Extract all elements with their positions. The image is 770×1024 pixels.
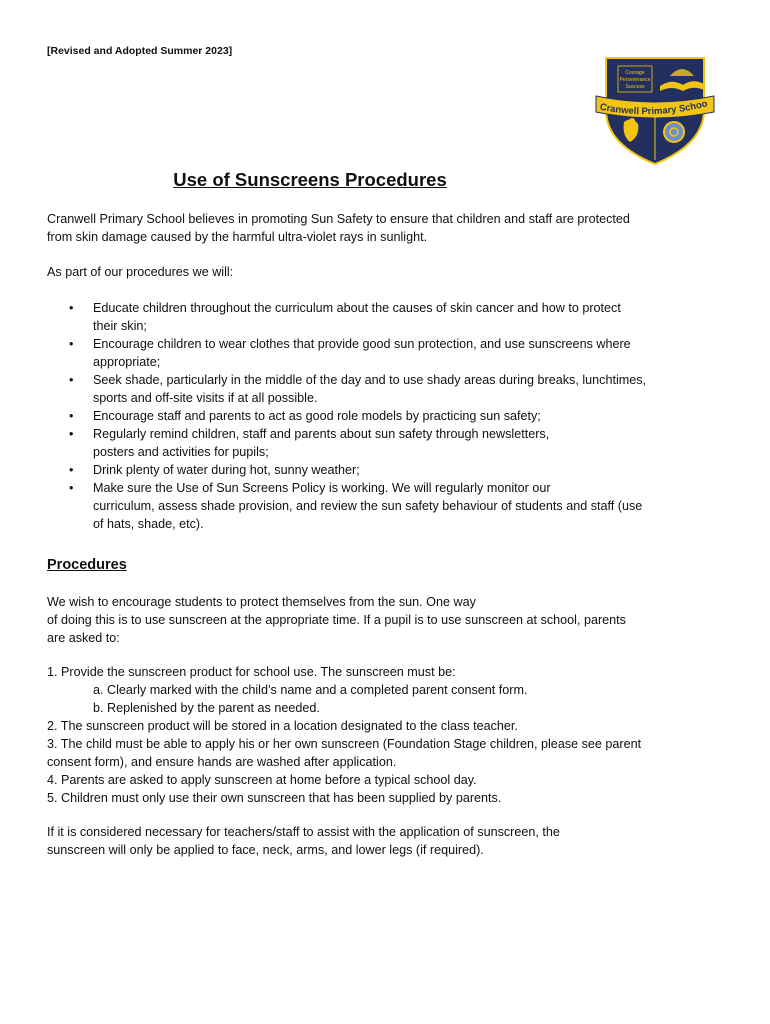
bullet-icon: • <box>69 301 74 315</box>
list-item <box>47 461 727 479</box>
crest-motto-3: Success <box>625 84 645 90</box>
school-crest-logo <box>594 52 716 167</box>
crest-banner: Cranwell Primary Schoo <box>598 98 709 118</box>
intro-line: from skin damage caused by the harmful ultra-violet rays in sunlight. <box>47 230 428 244</box>
intro-line: Cranwell Primary School believes in promoting Sun Safety to ensure that children and staff are protected <box>47 212 630 226</box>
bullet-icon: • <box>69 481 74 495</box>
step-line: 1. Provide the sunscreen product for school use. The sunscreen must be: <box>47 665 456 679</box>
closing-paragraph <box>47 823 727 859</box>
sub-step-line: a. Clearly marked with the child’s name and a completed parent consent form. <box>93 683 528 697</box>
list-item-line: curriculum, assess shade provision, and review the sun safety behaviour of students and staff (use <box>93 499 643 513</box>
step-line: 5. Children must only use their own sunscreen that has been supplied by parents. <box>47 791 502 805</box>
list-item-line: appropriate; <box>93 355 161 369</box>
list-item <box>47 425 727 461</box>
list-item-line: Drink plenty of water during hot, sunny weather; <box>93 463 360 477</box>
list-item-line: posters and activities for pupils; <box>93 445 269 459</box>
list-item-line: their skin; <box>93 319 147 333</box>
paragraph-line: of doing this is to use sunscreen at the appropriate time. If a pupil is to use sunscreen at school, parents <box>47 613 626 627</box>
list-item-line: Regularly remind children, staff and parents about sun safety through newsletters, <box>93 427 550 441</box>
list-item-line: Educate children throughout the curriculum about the causes of skin cancer and how to protect <box>93 301 621 315</box>
procedures-lead-in: As part of our procedures we will: <box>47 265 234 279</box>
procedures-intro <box>47 593 727 647</box>
revision-note: [Revised and Adopted Summer 2023] <box>47 45 233 57</box>
sub-step-line: b. Replenished by the parent as needed. <box>93 701 320 715</box>
list-item-line: of hats, shade, etc). <box>93 517 204 531</box>
intro-paragraph <box>47 210 727 246</box>
list-item <box>47 299 727 335</box>
bullet-icon: • <box>69 409 74 423</box>
bullet-icon: • <box>69 337 74 351</box>
list-item-line: Seek shade, particularly in the middle of the day and to use shady areas during breaks, lunchtimes, <box>93 373 647 387</box>
step-line: 4. Parents are asked to apply sunscreen at home before a typical school day. <box>47 773 477 787</box>
step-line: 2. The sunscreen product will be stored in a location designated to the class teacher. <box>47 719 518 733</box>
procedure-steps <box>47 663 727 807</box>
bullet-icon: • <box>69 373 74 387</box>
bullet-icon: • <box>69 463 74 477</box>
step-line: consent form), and ensure hands are washed after application. <box>47 755 397 769</box>
paragraph-line: We wish to encourage students to protect themselves from the sun. One way <box>47 595 476 609</box>
paragraph-line: If it is considered necessary for teachers/staff to assist with the application of sunscreen, the <box>47 825 560 839</box>
paragraph-line: sunscreen will only be applied to face, neck, arms, and lower legs (if required). <box>47 843 484 857</box>
list-item <box>47 479 727 533</box>
list-item-line: Encourage staff and parents to act as good role models by practicing sun safety; <box>93 409 541 423</box>
list-item-line: Make sure the Use of Sun Screens Policy is working. We will regularly monitor our <box>93 481 551 495</box>
list-item <box>47 335 727 371</box>
crest-motto-2: Perseverance <box>619 77 651 83</box>
list-item <box>47 407 727 425</box>
list-item-line: Encourage children to wear clothes that provide good sun protection, and use sunscreens where <box>93 337 631 351</box>
crest-motto-1: Courage <box>625 70 645 76</box>
bullet-icon: • <box>69 427 74 441</box>
sun-safety-list <box>47 299 727 533</box>
list-item-line: sports and off-site visits if at all possible. <box>93 391 318 405</box>
document-title: Use of Sunscreens Procedures <box>173 169 447 190</box>
step-line: 3. The child must be able to apply his or her own sunscreen (Foundation Stage children, please see parent <box>47 737 642 751</box>
list-item <box>47 371 727 407</box>
paragraph-line: are asked to: <box>47 631 120 645</box>
procedures-heading: Procedures <box>47 557 127 573</box>
